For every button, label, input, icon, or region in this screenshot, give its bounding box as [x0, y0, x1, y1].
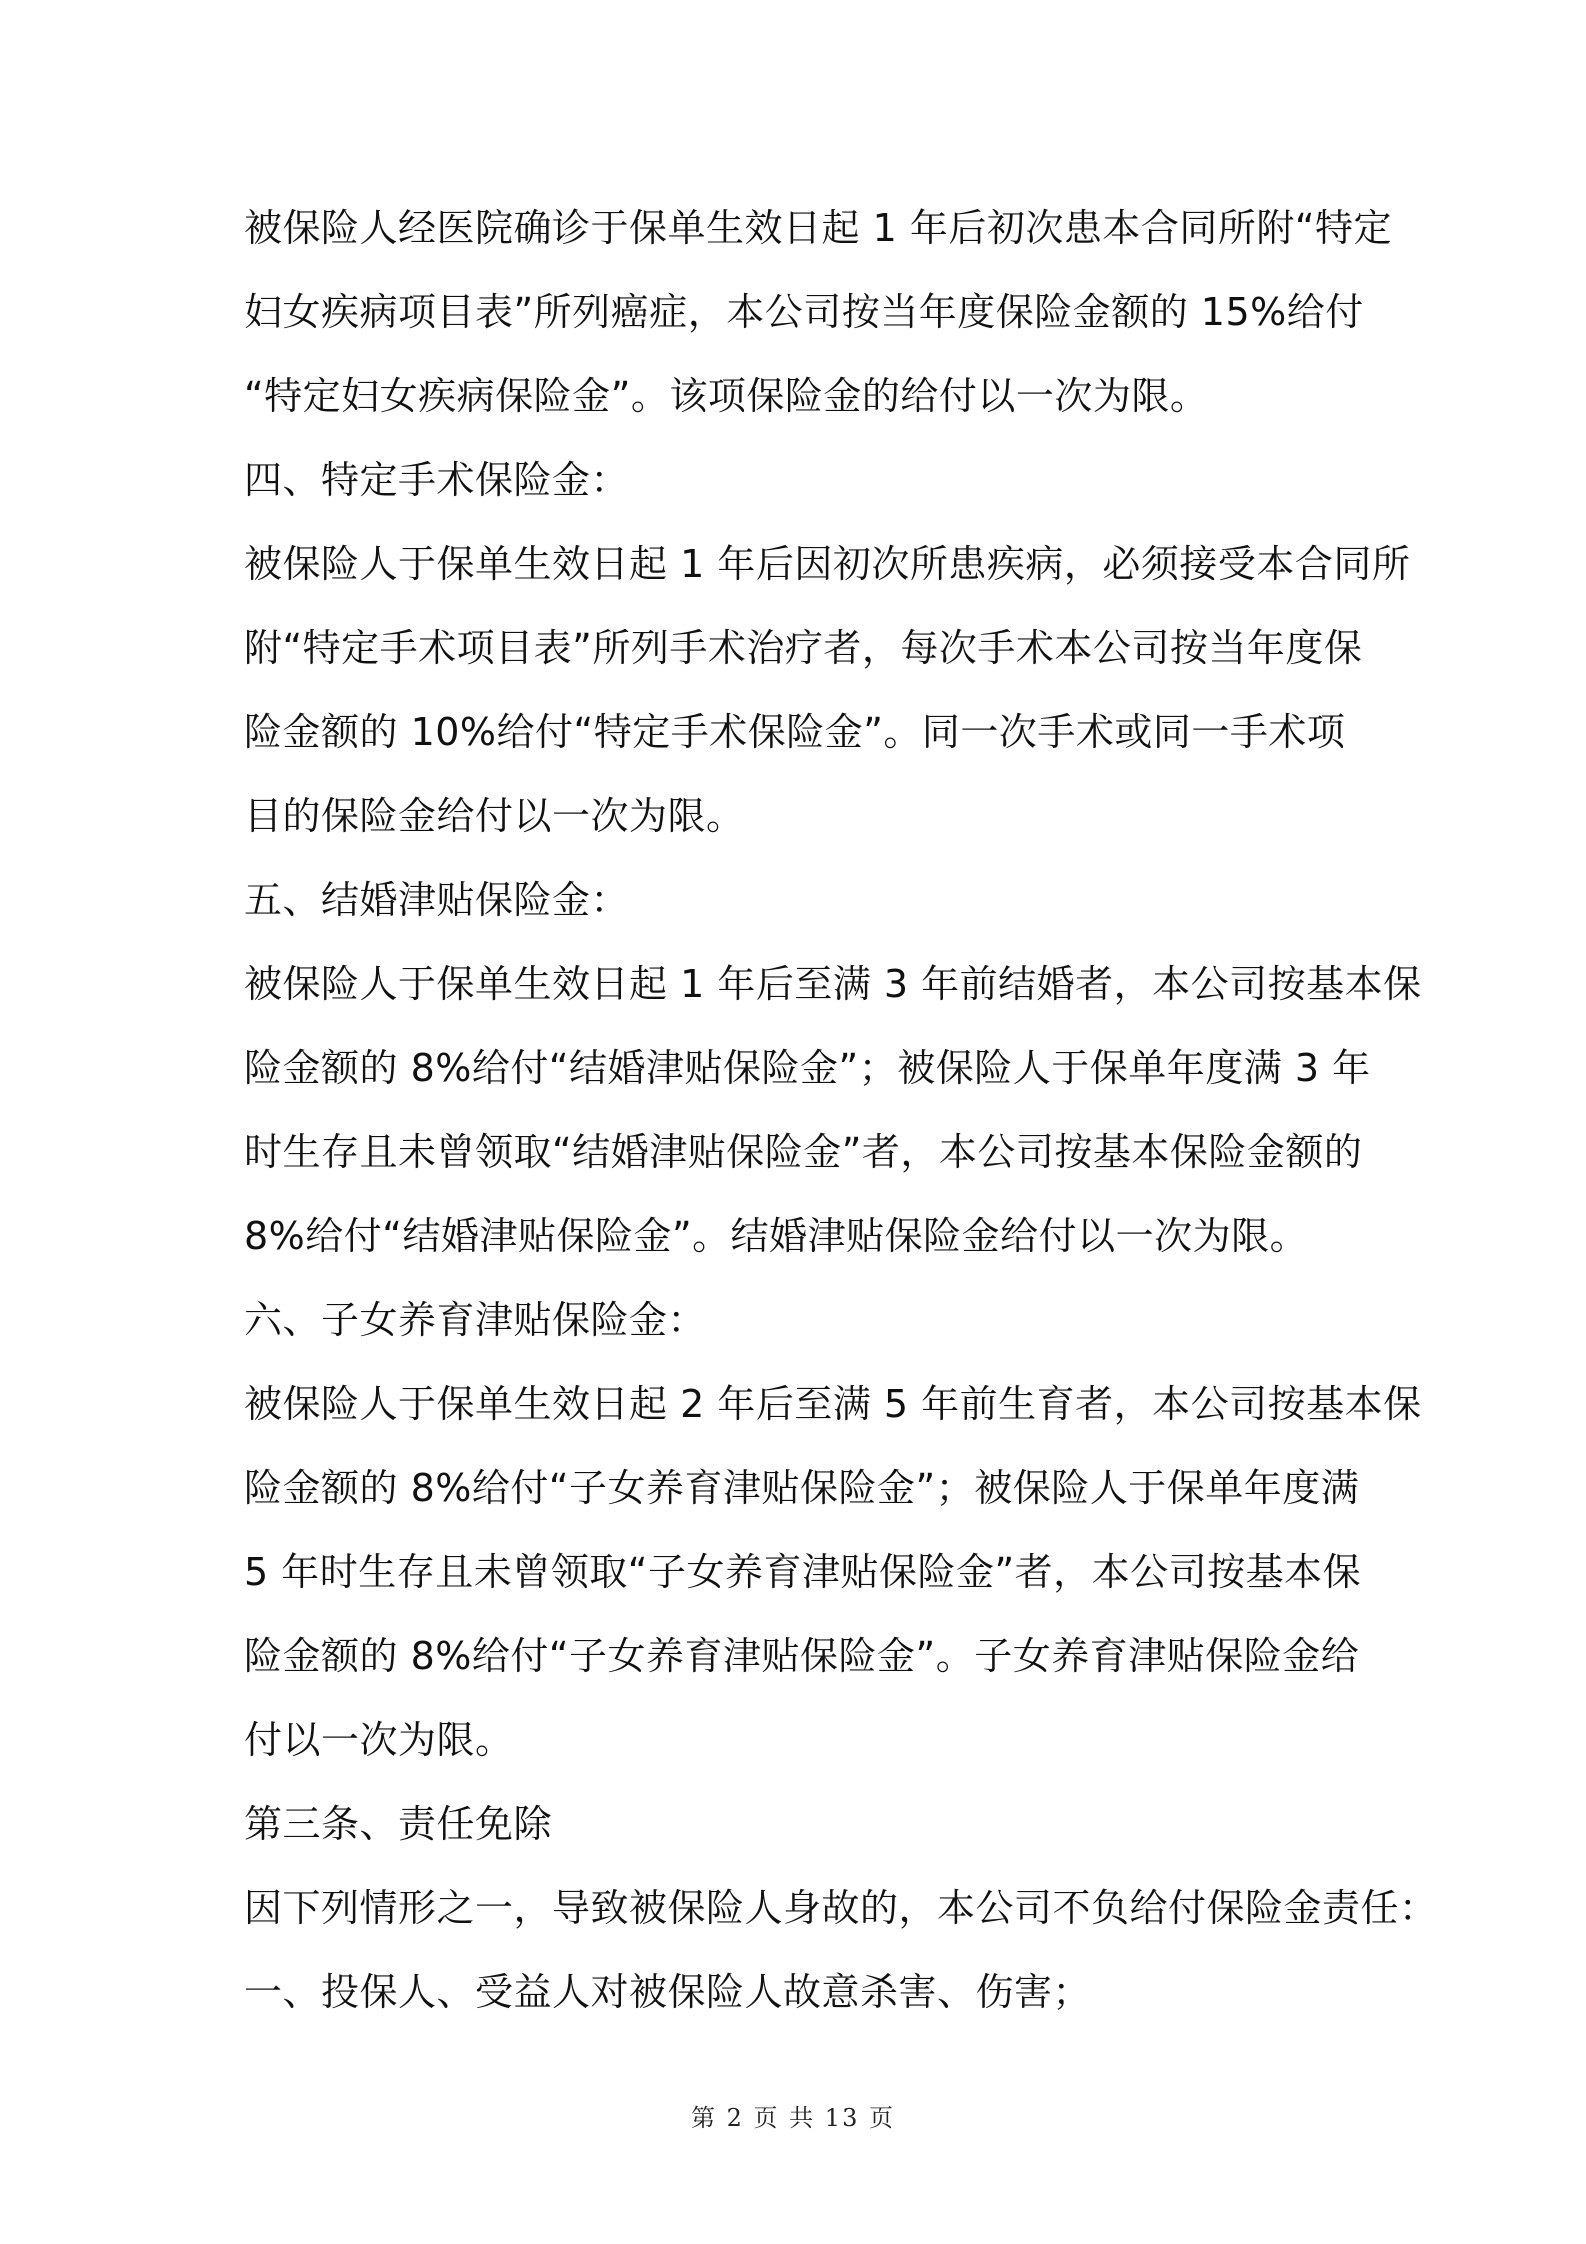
body-line: 因下列情形之一，导致被保险人身故的，本公司不负给付保险金责任： — [244, 1886, 1438, 1930]
body-line: 被保险人于保单生效日起 2 年后至满 5 年前生育者，本公司按基本保 — [244, 1382, 1422, 1426]
section-heading: 四、特定手术保险金： — [244, 458, 630, 502]
section-heading: 五、结婚津贴保险金： — [244, 878, 630, 922]
page-number-footer: 第 2 页 共 13 页 — [691, 2104, 895, 2132]
body-line: 险金额的 8%给付“结婚津贴保险金”；被保险人于保单年度满 3 年 — [244, 1046, 1371, 1090]
body-line: 险金额的 10%给付“特定手术保险金”。同一次手术或同一手术项 — [244, 710, 1346, 754]
body-line: 被保险人于保单生效日起 1 年后因初次所患疾病，必须接受本合同所 — [244, 542, 1411, 586]
body-line: “特定妇女疾病保险金”。该项保险金的给付以一次为限。 — [244, 374, 1209, 418]
body-line: 险金额的 8%给付“子女养育津贴保险金”。子女养育津贴保险金给 — [244, 1634, 1360, 1678]
body-line: 被保险人于保单生效日起 1 年后至满 3 年前结婚者，本公司按基本保 — [244, 962, 1422, 1006]
body-line: 一、投保人、受益人对被保险人故意杀害、伤害； — [244, 1970, 1092, 2014]
body-line: 5 年时生存且未曾领取“子女养育津贴保险金”者，本公司按基本保 — [244, 1550, 1362, 1594]
section-heading: 六、子女养育津贴保险金： — [244, 1298, 707, 1342]
body-line: 时生存且未曾领取“结婚津贴保险金”者，本公司按基本保险金额的 — [244, 1130, 1363, 1174]
body-line: 妇女疾病项目表”所列癌症，本公司按当年度保险金额的 15%给付 — [244, 290, 1364, 334]
body-line: 被保险人经医院确诊于保单生效日起 1 年后初次患本合同所附“特定 — [244, 206, 1393, 250]
body-line: 8%给付“结婚津贴保险金”。结婚津贴保险金给付以一次为限。 — [244, 1214, 1309, 1258]
body-line: 付以一次为限。 — [244, 1718, 514, 1762]
article-heading: 第三条、责任免除 — [244, 1802, 553, 1846]
document-body — [244, 186, 1438, 2034]
body-line: 险金额的 8%给付“子女养育津贴保险金”；被保险人于保单年度满 — [244, 1466, 1360, 1510]
body-line: 附“特定手术项目表”所列手术治疗者，每次手术本公司按当年度保 — [244, 626, 1363, 670]
body-line: 目的保险金给付以一次为限。 — [244, 794, 745, 838]
